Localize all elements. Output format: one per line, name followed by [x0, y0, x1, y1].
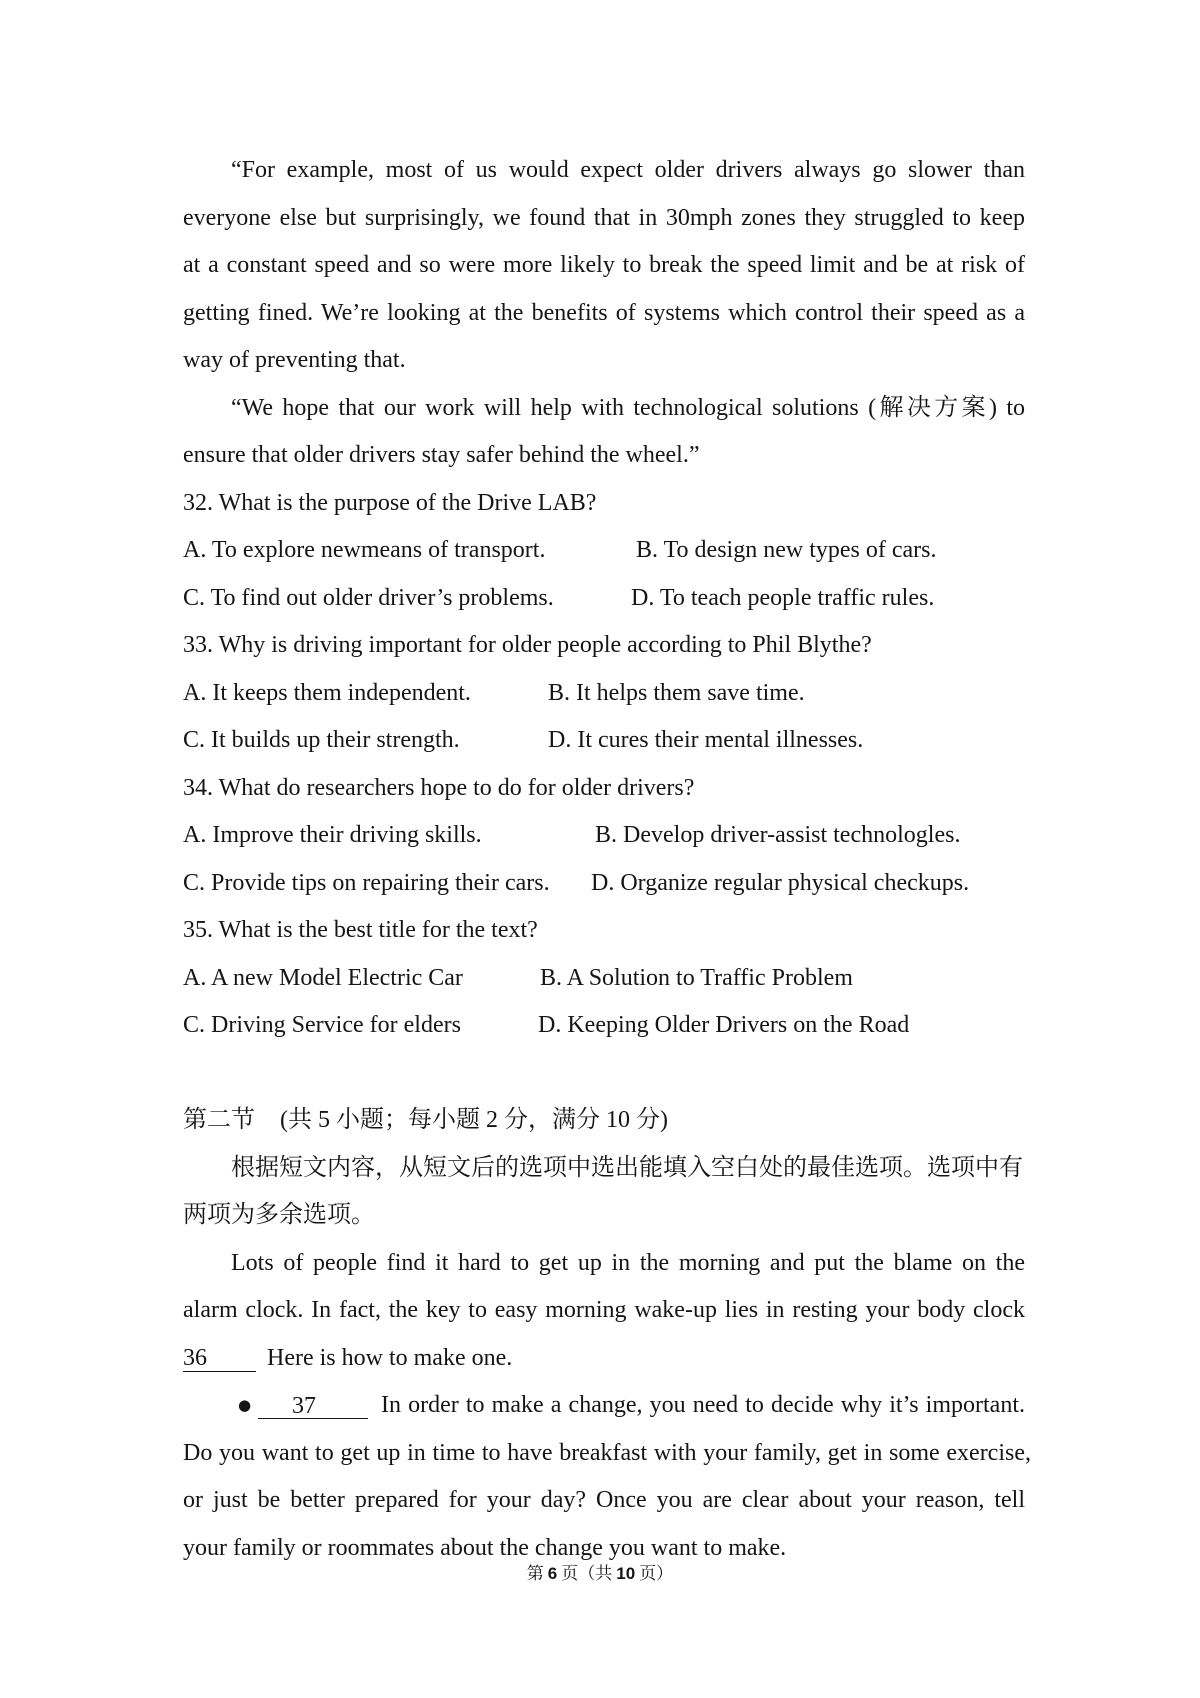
blank-36: 36 [183, 1345, 256, 1372]
blank-37: 37 [258, 1393, 368, 1419]
option-c: C. Provide tips on repairing their cars. [183, 869, 550, 896]
option-c: C. To find out older driver’s problems. [183, 584, 554, 611]
option-d: D. It cures their mental illnesses. [548, 727, 864, 753]
passage-line: getting fined. We’re looking at the benefits of systems which control their speed as a [183, 299, 1025, 326]
passage-line: “For example, most of us would expect older drivers always go slower than [231, 157, 1025, 183]
question-32-options-row-2 [183, 575, 1025, 623]
passage-line: “We hope that our work will help with technological solutions (解决方案) to [231, 394, 1025, 421]
option-b: B. It helps them save time. [548, 679, 805, 706]
option-c: C. Driving Service for elders [183, 1012, 461, 1038]
question-34-stem: 34. What do researchers hope to do for older drivers? [183, 774, 695, 801]
passage-line: your family or roommates about the change you want to make. [183, 1534, 787, 1561]
option-a: A. Improve their driving skills. [183, 822, 482, 848]
question-33-options-row-1 [183, 670, 1025, 718]
instructions-line: 两项为多余选项。 [183, 1202, 375, 1228]
option-a: A. It keeps them independent. [183, 679, 471, 706]
passage-line-with-blank [183, 1335, 1025, 1383]
option-a: A. A new Model Electric Car [183, 964, 463, 991]
option-d: D. Keeping Older Drivers on the Road [538, 1012, 910, 1038]
question-33-stem: 33. Why is driving important for older people according to Phil Blythe? [183, 632, 872, 658]
passage-line: Do you want to get up in time to have breakfast with your family, get in some exercise, [183, 1439, 1031, 1466]
option-a: A. To explore newmeans of transport. [183, 537, 546, 563]
question-32-options-row-1 [183, 527, 1025, 575]
page-footer [0, 1562, 1200, 1586]
footer-suffix: 页） [639, 1564, 674, 1583]
passage-line: ensure that older drivers stay safer behind the wheel.” [183, 442, 700, 468]
section-info: (共 5 小题；每小题 2 分，满分 10 分) [280, 1107, 668, 1133]
page-number: 6 [547, 1564, 558, 1583]
question-35-options-row-2 [183, 1002, 1025, 1050]
passage-line: at a constant speed and so were more likely to break the speed limit and be at risk of [183, 252, 1025, 278]
question-32-stem: 32. What is the purpose of the Drive LAB? [183, 489, 597, 516]
question-35-stem: 35. What is the best title for the text? [183, 917, 538, 943]
total-pages: 10 [616, 1564, 636, 1583]
spacer [183, 1050, 1025, 1098]
passage-line: alarm clock. In fact, the key to easy morning wake-up lies in resting your body clock [183, 1297, 1025, 1323]
question-34-options-row-2 [183, 860, 1025, 908]
question-33-options-row-2 [183, 717, 1025, 765]
question-34-options-row-1 [183, 812, 1025, 860]
option-c: C. It builds up their strength. [183, 727, 460, 753]
passage-line: everyone else but surprisingly, we found that in 30mph zones they struggled to keep [183, 204, 1025, 231]
passage-line: way of preventing that. [183, 347, 406, 373]
option-b: B. To design new types of cars. [636, 537, 937, 563]
bullet-line-with-blank [183, 1382, 1025, 1430]
option-b: B. Develop driver-assist technologles. [595, 822, 961, 848]
section-label: 第二节 [183, 1107, 255, 1133]
question-35-options-row-1 [183, 955, 1025, 1003]
passage-line: or just be better prepared for your day? Once you are clear about your reason, tell [183, 1487, 1025, 1513]
footer-prefix: 第 [526, 1564, 544, 1583]
exam-page [183, 147, 1031, 1572]
footer-middle: 页（共 [561, 1564, 613, 1583]
instructions-line: 根据短文内容，从短文后的选项中选出能填入空白处的最佳选项。选项中有 [231, 1154, 1023, 1181]
bullet-icon: ● [238, 1396, 252, 1414]
passage-text: Here is how to make one. [267, 1344, 513, 1371]
passage-text: In order to make a change, you need to decide why it’s important. [381, 1392, 1025, 1418]
option-b: B. A Solution to Traffic Problem [540, 964, 853, 991]
option-d: D. Organize regular physical checkups. [591, 869, 970, 896]
passage-line: Lots of people find it hard to get up in the morning and put the blame on the [231, 1249, 1025, 1276]
section-heading [183, 1097, 1025, 1145]
option-d: D. To teach people traffic rules. [631, 584, 935, 611]
